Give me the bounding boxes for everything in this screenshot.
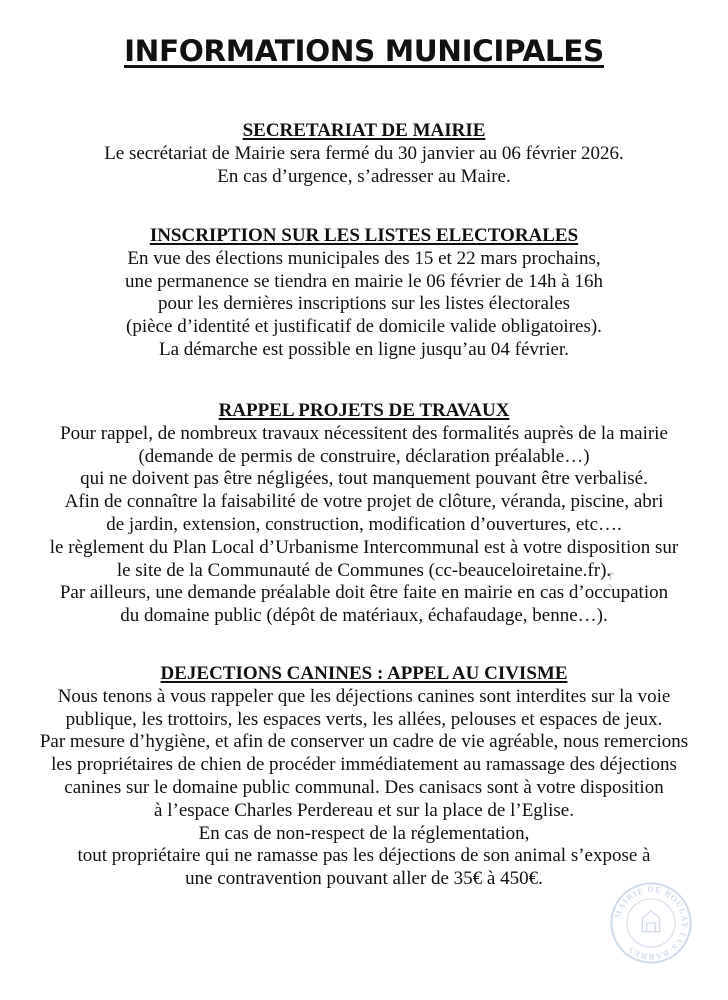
text-line: pour les dernières inscriptions sur les listes électorales — [157, 293, 571, 315]
text-line: En cas de non-respect de la réglementation, — [198, 822, 530, 844]
text-line: Le secrétariat de Mairie sera fermé du 30 janvier au 06 février 2026. — [104, 142, 624, 164]
text-line: (pièce d’identité et justificatif de domicile valide obligatoires). — [126, 316, 602, 338]
section-travaux — [0, 400, 728, 628]
text-line: Nous tenons à vous rappeler que les déjections canines sont interdites sur la voie — [57, 685, 671, 707]
text-line: Afin de connaître la faisabilité de votre projet de clôture, véranda, piscine, abri — [64, 491, 664, 513]
section-heading: DEJECTIONS CANINES : APPEL AU CIVISME — [160, 663, 568, 684]
text-line: une permanence se tiendra en mairie le 06 février de 14h à 16h — [125, 270, 603, 292]
text-line: du domaine public (dépôt de matériaux, échafaudage, benne…). — [120, 605, 608, 627]
text-line: qui ne doivent pas être négligées, tout manquement pouvant être verbalisé. — [80, 468, 648, 490]
text-line: une contravention pouvant aller de 35€ à 450€. — [185, 868, 543, 890]
section-heading: SECRETARIAT DE MAIRIE — [242, 120, 486, 141]
section-heading: RAPPEL PROJETS DE TRAVAUX — [218, 400, 510, 421]
text-line: En vue des élections municipales des 15 et 22 mars prochains, — [127, 247, 601, 269]
text-line: canines sur le domaine public communal. Des canisacs sont à votre disposition — [64, 776, 664, 798]
text-line: En cas d’urgence, s’adresser au Maire. — [217, 165, 511, 187]
page-title: INFORMATIONS MUNICIPALES — [124, 34, 604, 68]
text-line: de jardin, extension, construction, modification d’ouvertures, etc…. — [106, 513, 622, 535]
text-line: Par mesure d’hygiène, et afin de conserver un cadre de vie agréable, nous remercions — [39, 731, 689, 753]
text-line: le règlement du Plan Local d’Urbanisme Intercommunal est à votre disposition sur — [49, 536, 679, 558]
text-line: le site de la Communauté de Communes (cc-beauceloiretaine.fr). — [116, 559, 612, 581]
section-secretariat — [0, 120, 728, 188]
text-line: à l’espace Charles Perdereau et sur la place de l’Eglise. — [154, 799, 574, 821]
text-line: (demande de permis de construire, déclaration préalable…) — [138, 445, 590, 467]
text-line: tout propriétaire qui ne ramasse pas les déjections de son animal s’expose à — [77, 845, 651, 867]
section-heading: INSCRIPTION SUR LES LISTES ELECTORALES — [149, 225, 579, 246]
text-line: publique, les trottoirs, les espaces verts, les allées, pelouses et espaces de jeux. — [65, 708, 663, 730]
ink-mark — [604, 568, 618, 590]
text-line: La démarche est possible en ligne jusqu’au 04 février. — [159, 338, 569, 360]
text-line: Par ailleurs, une demande préalable doit être faite en mairie en cas d’occupation — [59, 582, 669, 604]
mairie-stamp-seal — [608, 880, 694, 966]
section-listes-electorales — [0, 225, 728, 362]
text-line: les propriétaires de chien de procéder immédiatement au ramassage des déjections — [51, 754, 677, 776]
svg-text:MAIRIE DE BOULAY-LES-BARRES: MAIRIE DE BOULAY-LES-BARRES — [612, 884, 691, 962]
text-line: Pour rappel, de nombreux travaux nécessitent des formalités auprès de la mairie — [60, 422, 668, 444]
section-dejections-canines — [0, 663, 728, 891]
